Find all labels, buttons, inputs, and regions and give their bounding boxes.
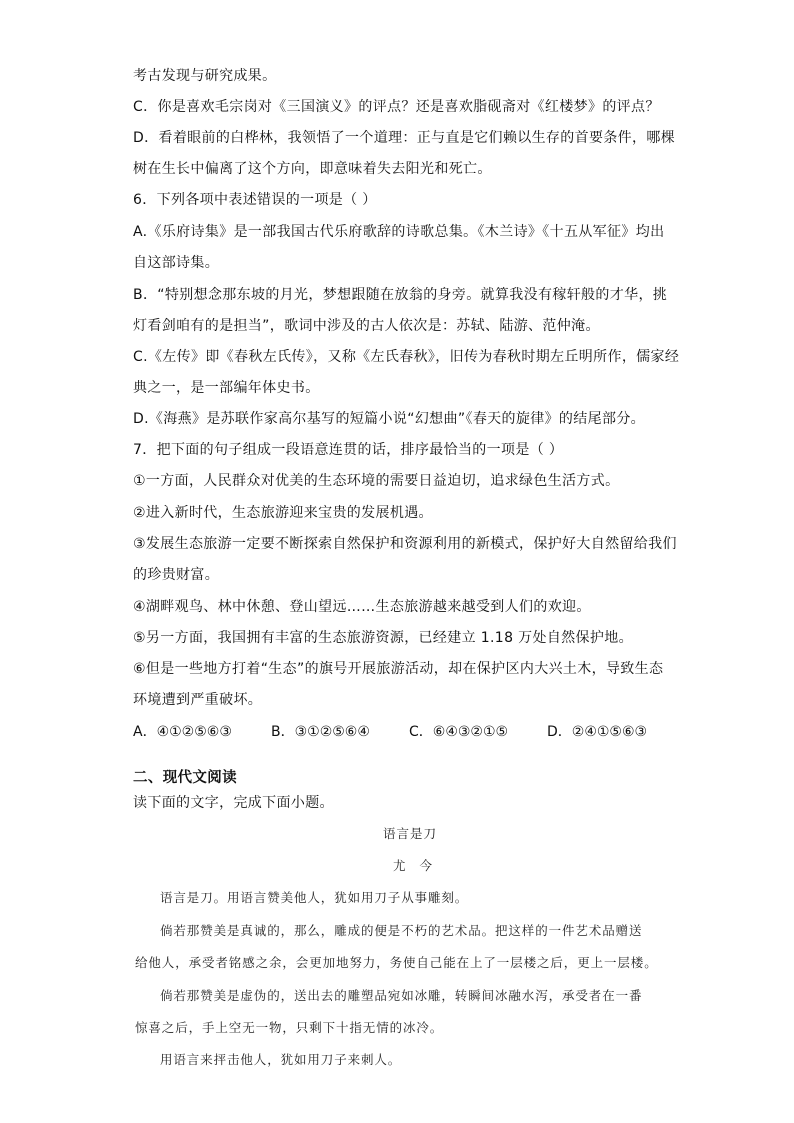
q6-option-c-line2: 典之一，是一部编年体史书。 — [133, 380, 320, 396]
essay-paragraph-3-line1: 倘若那赞美是虚伪的，送出去的雕塑品宛如冰雕，转瞬间冰融水泻，承受者在一番 — [160, 988, 643, 1003]
q5-option-d-line1: D．看着眼前的白桦林，我领悟了一个道理：正与直是它们赖以生存的首要条件，哪棵 — [133, 130, 676, 146]
q7-sentence-5: ⑤另一方面，我国拥有丰富的生态旅游资源，已经建立 1.18 万处自然保护地。 — [133, 630, 633, 646]
q7-option-a: A．④①②⑤⑥③ — [133, 724, 232, 740]
q7-sentence-2: ②进入新时代，生态旅游迎来宝贵的发展机遇。 — [133, 505, 433, 521]
essay-paragraph-2-line2: 给他人，承受者铭感之余，会更加地努力，务使自己能在上了一层楼之后，更上一层楼。 — [135, 955, 658, 970]
q6-option-a-line2: 自这部诗集。 — [133, 255, 220, 271]
q7-option-b: B．③①②⑤⑥④ — [271, 724, 370, 740]
q6-option-b-line1: B．“特别想念那东坡的月光，梦想跟随在放翁的身旁。就算我没有稼轩般的才华，挑 — [133, 287, 668, 303]
essay-author: 尤今 — [393, 858, 447, 873]
essay-paragraph-4: 用语言来抨击他人，犹如用刀子来刺人。 — [160, 1052, 402, 1067]
q7-option-c: C．⑥④③②①⑤ — [409, 724, 509, 740]
q7-option-d: D．②④①⑤⑥③ — [547, 724, 648, 740]
essay-paragraph-1: 语言是刀。用语言赞美他人，犹如用刀子从事雕刻。 — [160, 890, 469, 905]
q7-sentence-1: ①一方面，人民群众对优美的生态环境的需要日益迫切，追求绿色生活方式。 — [133, 473, 620, 489]
essay-title: 语言是刀 — [383, 826, 438, 841]
q6-option-c-line1: C.《左传》即《春秋左氏传》，又称《左氏春秋》，旧传为春秋时期左丘明所作，儒家经 — [133, 349, 680, 365]
q7-options — [133, 722, 663, 742]
essay-paragraph-2-line1: 倘若那赞美是真诚的，那么，雕成的便是不朽的艺术品。把这样的一件艺术品赠送 — [160, 923, 643, 938]
q6-stem: 6．下列各项中表述错误的一项是（ ） — [133, 192, 377, 208]
text-line-continuation: 考古发现与研究成果。 — [133, 68, 277, 84]
q7-sentence-6-line1: ⑥但是一些地方打着“生态”的旗号开展旅游活动，却在保护区内大兴土木，导致生态 — [133, 661, 664, 677]
q6-option-a-line1: A.《乐府诗集》是一部我国古代乐府歌辞的诗歌总集。《木兰诗》《十五从军征》均出 — [133, 224, 665, 240]
q5-option-d-line2: 树在生长中偏离了这个方向，即意味着失去阳光和死亡。 — [133, 161, 492, 177]
q6-option-b-line2: 灯看剑咱有的是担当”，歌词中涉及的古人依次是：苏轼、陆游、范仲淹。 — [133, 318, 600, 334]
q6-option-d: D.《海燕》是苏联作家高尔基写的短篇小说“幻想曲”《春天的旋律》的结尾部分。 — [133, 411, 646, 427]
q7-sentence-6-line2: 环境遭到严重破坏。 — [133, 692, 263, 708]
q7-stem: 7．把下面的句子组成一段语意连贯的话，排序最恰当的一项是（ ） — [133, 442, 564, 458]
q5-option-c: C．你是喜欢毛宗岗对《三国演义》的评点？还是喜欢脂砚斋对《红楼梦》的评点？ — [133, 99, 660, 115]
q7-sentence-4: ④湖畔观鸟、林中休憩、登山望远……生态旅游越来越受到人们的欢迎。 — [133, 599, 591, 615]
section-heading: 二、现代文阅读 — [133, 770, 237, 786]
essay-paragraph-3-line2: 惊喜之后，手上空无一物，只剩下十指无情的冰冷。 — [135, 1020, 444, 1035]
q7-sentence-3-line2: 的珍贵财富。 — [133, 567, 220, 583]
section-instruction: 读下面的文字，完成下面小题。 — [133, 795, 334, 811]
q7-sentence-3-line1: ③发展生态旅游一定要不断探索自然保护和资源利用的新模式，保护好大自然留给我们 — [133, 536, 677, 552]
